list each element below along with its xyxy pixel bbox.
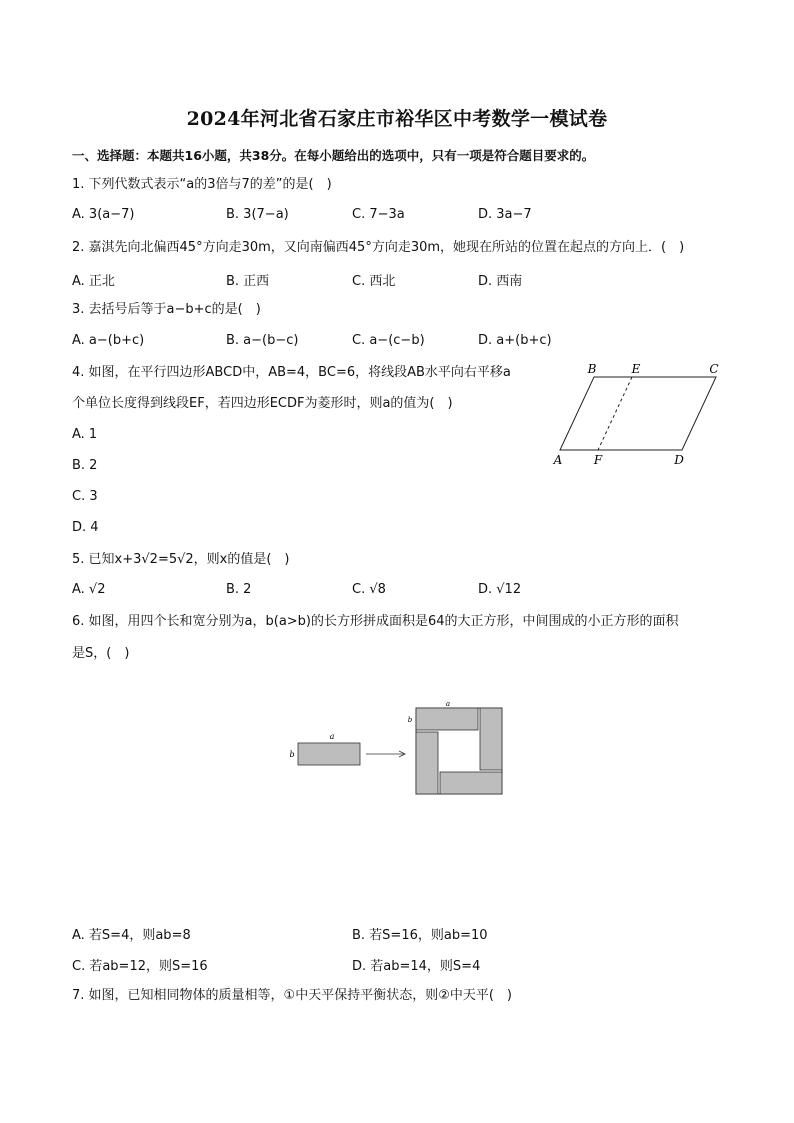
option-c: C. 若ab=12，则S=16 [72,959,208,974]
option-c: C. √8 [352,582,386,597]
question-stem: 3. 去括号后等于a−b+c的是( ) [72,302,261,317]
question-stem-line1: 4. 如图，在平行四边形ABCD中，AB=4，BC=6，将线段AB水平向右平移a [72,365,511,380]
option-a: A. 若S=4，则ab=8 [72,928,191,943]
option-c: C. 7−3a [352,207,405,222]
question-stem-line1: 6. 如图，用四个长和宽分别为a，b(a>b)的长方形拼成面积是64的大正方形，中间围成的小正方形的面积 [72,614,679,629]
option-a: A. √2 [72,582,106,597]
question-stem: 5. 已知x+3√2=5√2，则x的值是( ) [72,552,290,567]
label-f: F [593,453,603,467]
option-b: B. a−(b−c) [226,333,299,348]
section-heading: 一、选择题：本题共16小题，共38分。在每小题给出的选项中，只有一项是符合题目要求的。 [72,148,595,163]
question-stem: 1. 下列代数式表示“a的3倍与7的差”的是( ) [72,177,332,192]
option-d: D. 4 [72,520,99,535]
option-b: B. 2 [72,458,98,473]
option-a: A. 1 [72,427,98,442]
option-c: C. a−(c−b) [352,333,425,348]
option-d: D. 若ab=14，则S=4 [352,959,481,974]
option-c: C. 3 [72,489,98,504]
label-a: A [553,453,563,467]
option-b: B. 2 [226,582,252,597]
label-c: C [709,362,719,376]
label-b-big: b [407,716,413,724]
label-e: E [631,362,641,376]
option-a: A. 3(a−7) [72,207,135,222]
label-b-small: b [289,750,295,759]
label-a-big: a [445,700,451,708]
question-stem: 2. 嘉淇先向北偏西45°方向走30m，又向南偏西45°方向走30m，她现在所站的位置在起点的方向上．( ) [72,240,685,255]
square-puzzle-figure [286,698,510,802]
page-title: 2024年河北省石家庄市裕华区中考数学一模试卷 [186,108,608,130]
label-d: D [674,453,684,467]
option-a: A. 正北 [72,274,115,289]
label-b: B [587,362,597,376]
question-stem-line2: 个单位长度得到线段EF，若四边形ECDF为菱形时，则a的值为( ) [72,396,453,411]
question-stem: 7. 如图，已知相同物体的质量相等，①中天平保持平衡状态，则②中天平( ) [72,988,512,1003]
question-stem-line2: 是S，( ) [72,646,130,661]
parallelogram-figure [548,358,728,470]
option-b: B. 3(7−a) [226,207,289,222]
option-a: A. a−(b+c) [72,333,145,348]
option-d: D. √12 [478,582,522,597]
label-a-small: a [329,732,335,741]
option-b: B. 正西 [226,274,270,289]
option-d: D. a+(b+c) [478,333,552,348]
option-d: D. 3a−7 [478,207,532,222]
option-d: D. 西南 [478,274,523,289]
option-b: B. 若S=16，则ab=10 [352,928,488,943]
option-c: C. 西北 [352,274,396,289]
